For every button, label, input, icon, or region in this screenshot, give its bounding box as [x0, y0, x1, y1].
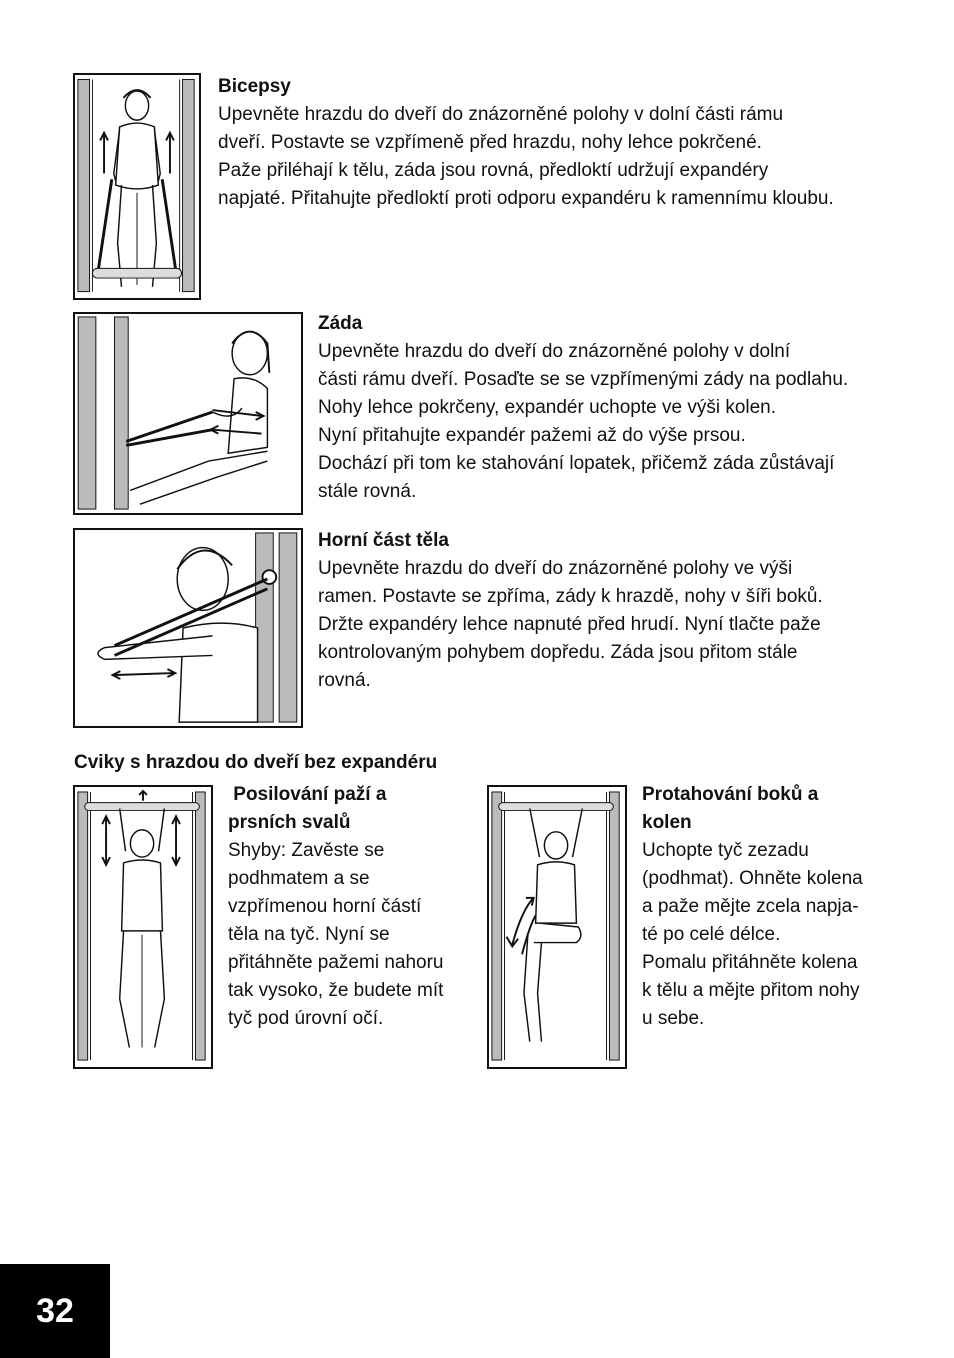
exercise-line: části rámu dveří. Posaďte se se vzpřímenými zády na podlahu. [318, 369, 849, 390]
exercise-title-line: Posilování paží a [228, 784, 387, 805]
exercise-line: a paže mějte zcela napja- [642, 896, 859, 917]
exercise-line: Upevněte hrazdu do dveří do znázorněné polohy v dolní [318, 341, 791, 362]
exercise-title [228, 781, 478, 837]
section-title: Cviky s hrazdou do dveří bez expandéru [74, 752, 438, 773]
exercise-line: Upevněte hrazdu do dveří do znázorněné polohy v dolní části rámu [218, 104, 784, 125]
exercise-line: dveří. Postavte se vzpřímeně před hrazdu, nohy lehce pokrčené. [218, 132, 762, 153]
exercise-line: přitáhněte pažemi nahoru [228, 952, 444, 973]
pullup-text-block [228, 781, 478, 1033]
knee-raise-text-block [642, 781, 902, 1033]
exercise-line: Uchopte tyč zezadu [642, 840, 809, 861]
exercise-title [642, 781, 902, 837]
exercise-title: Bicepsy [218, 76, 291, 97]
exercise-line: ramen. Postavte se zpříma, zády k hrazdě, nohy v šíři boků. [318, 586, 823, 607]
knee-raise-illustration [487, 785, 627, 1069]
exercise-line: rovná. [318, 670, 371, 691]
exercise-line: u sebe. [642, 1008, 705, 1029]
exercise-title-line: Protahování boků a [642, 784, 819, 805]
back-text-block [318, 310, 898, 506]
exercise-line: kontrolovaným pohybem dopředu. Záda jsou přitom stále [318, 642, 798, 663]
exercise-line: Pomalu přitáhněte kolena [642, 952, 858, 973]
biceps-text-block [218, 73, 898, 213]
exercise-line: Dochází při tom ke stahování lopatek, přičemž záda zůstávají [318, 453, 835, 474]
pullup-illustration [73, 785, 213, 1069]
exercise-line: (podhmat). Ohněte kolena [642, 868, 863, 889]
pullup-drawing [75, 787, 211, 1067]
upper-body-drawing [75, 530, 301, 726]
exercise-line: podhmatem a se [228, 868, 370, 889]
upper-body-illustration [73, 528, 303, 728]
exercise-line: Nyní přitahujte expandér pažemi až do výše prsou. [318, 425, 746, 446]
biceps-drawing [75, 75, 199, 298]
exercise-line: těla na tyč. Nyní se [228, 924, 390, 945]
biceps-illustration [73, 73, 201, 300]
exercise-line: Držte expandéry lehce napnuté před hrudí. Nyní tlačte paže [318, 614, 821, 635]
exercise-title: Horní část těla [318, 530, 449, 551]
exercise-line: Upevněte hrazdu do dveří do znázorněné polohy ve výši [318, 558, 793, 579]
back-illustration [73, 312, 303, 515]
exercise-line: k tělu a mějte přitom nohy [642, 980, 860, 1001]
exercise-line: tyč pod úrovní očí. [228, 1008, 384, 1029]
page-number: 32 [0, 1264, 110, 1358]
exercise-line: Shyby: Zavěste se [228, 840, 385, 861]
exercise-line: stále rovná. [318, 481, 417, 502]
exercise-line: Paže přiléhají k tělu, záda jsou rovná, předloktí udržují expandéry [218, 160, 769, 181]
upper-body-text-block [318, 527, 898, 695]
exercise-line: napjaté. Přitahujte předloktí proti odporu expandéru k ramennímu kloubu. [218, 188, 834, 209]
exercise-line: tak vysoko, že budete mít [228, 980, 444, 1001]
exercise-title-line: prsních svalů [228, 812, 351, 833]
exercise-line: vzpřímenou horní částí [228, 896, 422, 917]
exercise-line: té po celé délce. [642, 924, 781, 945]
exercise-line: Nohy lehce pokrčeny, expandér uchopte ve výši kolen. [318, 397, 777, 418]
knee-raise-drawing [489, 787, 625, 1067]
exercise-title: Záda [318, 313, 363, 334]
back-drawing [75, 314, 301, 513]
exercise-title-line: kolen [642, 812, 692, 833]
